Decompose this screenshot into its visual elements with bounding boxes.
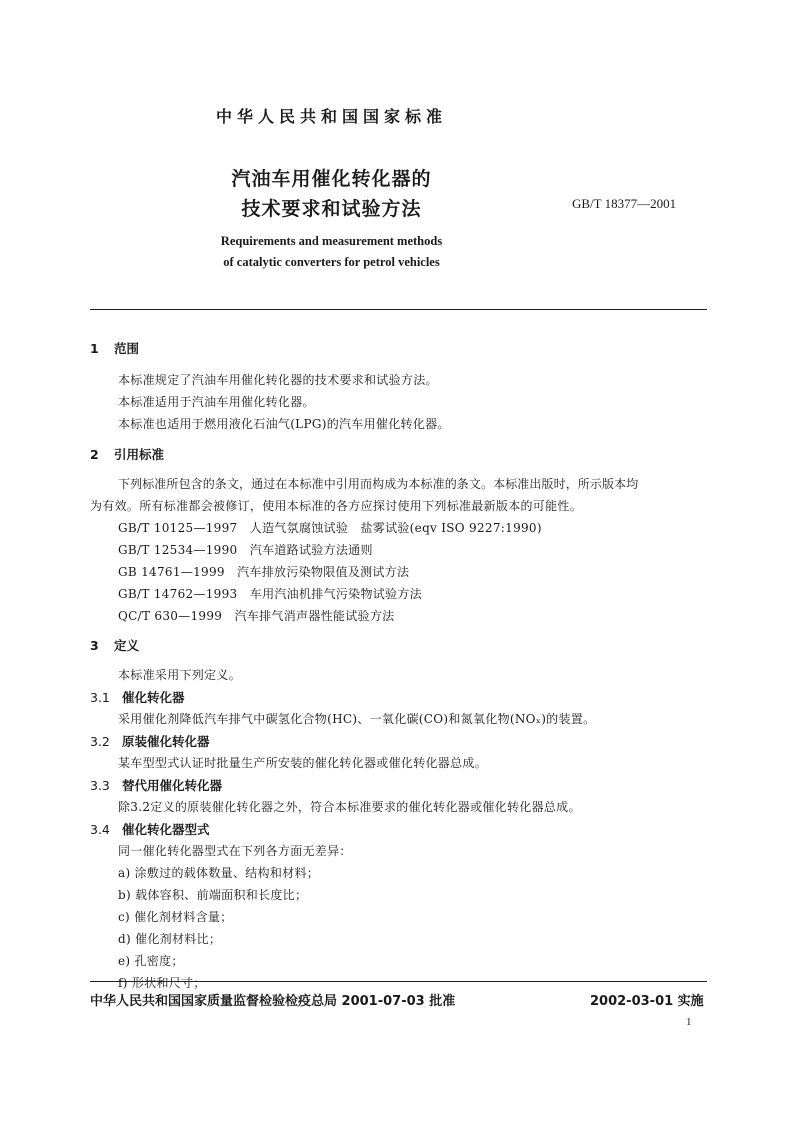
- list-item: f) 形状和尺寸；: [118, 976, 206, 990]
- document-title-line1: 汽油车用催化转化器的: [231, 168, 432, 190]
- issuing-authority: 中华人民共和国国家质量监督检验检疫总局 2001-07-03 批准: [90, 994, 456, 1009]
- document-title-line2: 技术要求和试验方法: [241, 198, 422, 220]
- reference-item: GB/T 14762—1993 车用汽油机排气污染物试验方法: [118, 587, 422, 601]
- clause-number: 3.4: [90, 822, 110, 837]
- definition-heading: [90, 820, 210, 838]
- footer-divider: [90, 981, 707, 982]
- list-item: b) 载体容积、前端面积和长度比；: [118, 888, 308, 902]
- list-item: a) 涂敷过的载体数量、结构和材料；: [118, 866, 320, 880]
- paragraph: 下列标准所包含的条文，通过在本标准中引用而构成为本标准的条文。本标准出版时，所示版本均: [118, 477, 639, 491]
- reference-item: GB 14761—1999 汽车排放污染物限值及测试方法: [118, 565, 410, 579]
- definition-heading: [90, 776, 222, 794]
- section-title: 定义: [114, 638, 140, 653]
- paragraph: 为有效。所有标准都会被修订，使用本标准的各方应探讨使用下列标准最新版本的可能性。: [90, 499, 583, 513]
- clause-number: 3.3: [90, 778, 110, 793]
- english-title-line1: Requirements and measurement methods: [220, 234, 443, 248]
- section-number: 3: [90, 638, 99, 653]
- standard-number: GB/T 18377—2001: [572, 196, 677, 211]
- implementation-date: 2002-03-01 实施: [590, 994, 704, 1009]
- clause-title: 原装催化转化器: [122, 734, 210, 749]
- definition-text: 除3.2定义的原装催化转化器之外，符合本标准要求的催化转化器或催化转化器总成。: [118, 800, 581, 814]
- list-item: c) 催化剂材料含量；: [118, 910, 233, 924]
- header-divider: [90, 309, 707, 310]
- reference-item: GB/T 12534—1990 汽车道路试验方法通则: [118, 543, 373, 557]
- reference-item: GB/T 10125—1997 人造气氛腐蚀试验 盐雾试验(eqv ISO 9227:1990): [118, 521, 542, 535]
- section-2-heading: [90, 445, 164, 463]
- section-3-heading: [90, 636, 139, 654]
- reference-item: QC/T 630—1999 汽车排气消声器性能试验方法: [118, 609, 395, 623]
- clause-number: 3.2: [90, 734, 110, 749]
- definition-heading: [90, 732, 210, 750]
- paragraph: 本标准规定了汽油车用催化转化器的技术要求和试验方法。: [118, 373, 438, 387]
- paragraph: 本标准采用下列定义。: [118, 668, 242, 682]
- section-1-heading: [90, 339, 139, 357]
- section-number: 2: [90, 447, 99, 462]
- clause-title: 催化转化器: [122, 690, 185, 705]
- clause-number: 3.1: [90, 690, 110, 705]
- section-number: 1: [90, 341, 99, 356]
- definition-heading: [90, 688, 185, 706]
- list-item: e) 孔密度；: [118, 954, 184, 968]
- clause-title: 替代用催化转化器: [122, 778, 223, 793]
- list-item: d) 催化剂材料比；: [118, 932, 222, 946]
- standard-category-header: 中华人民共和国国家标准: [215, 107, 447, 126]
- section-title: 引用标准: [114, 447, 165, 462]
- paragraph: 本标准也适用于燃用液化石油气(LPG)的汽车用催化转化器。: [118, 417, 450, 431]
- paragraph: 本标准适用于汽油车用催化转化器。: [118, 395, 315, 409]
- definition-text: 某车型型式认证时批量生产所安装的催化转化器或催化转化器总成。: [118, 756, 488, 770]
- page-number: 1: [686, 1016, 692, 1028]
- clause-title: 催化转化器型式: [122, 822, 210, 837]
- english-title-line2: of catalytic converters for petrol vehicles: [223, 255, 440, 269]
- section-title: 范围: [114, 341, 140, 356]
- definition-text: 同一催化转化器型式在下列各方面无差异：: [118, 844, 352, 858]
- definition-text: 采用催化剂降低汽车排气中碳氢化合物(HC)、一氧化碳(CO)和氮氧化物(NOₓ)的装置。: [118, 712, 596, 726]
